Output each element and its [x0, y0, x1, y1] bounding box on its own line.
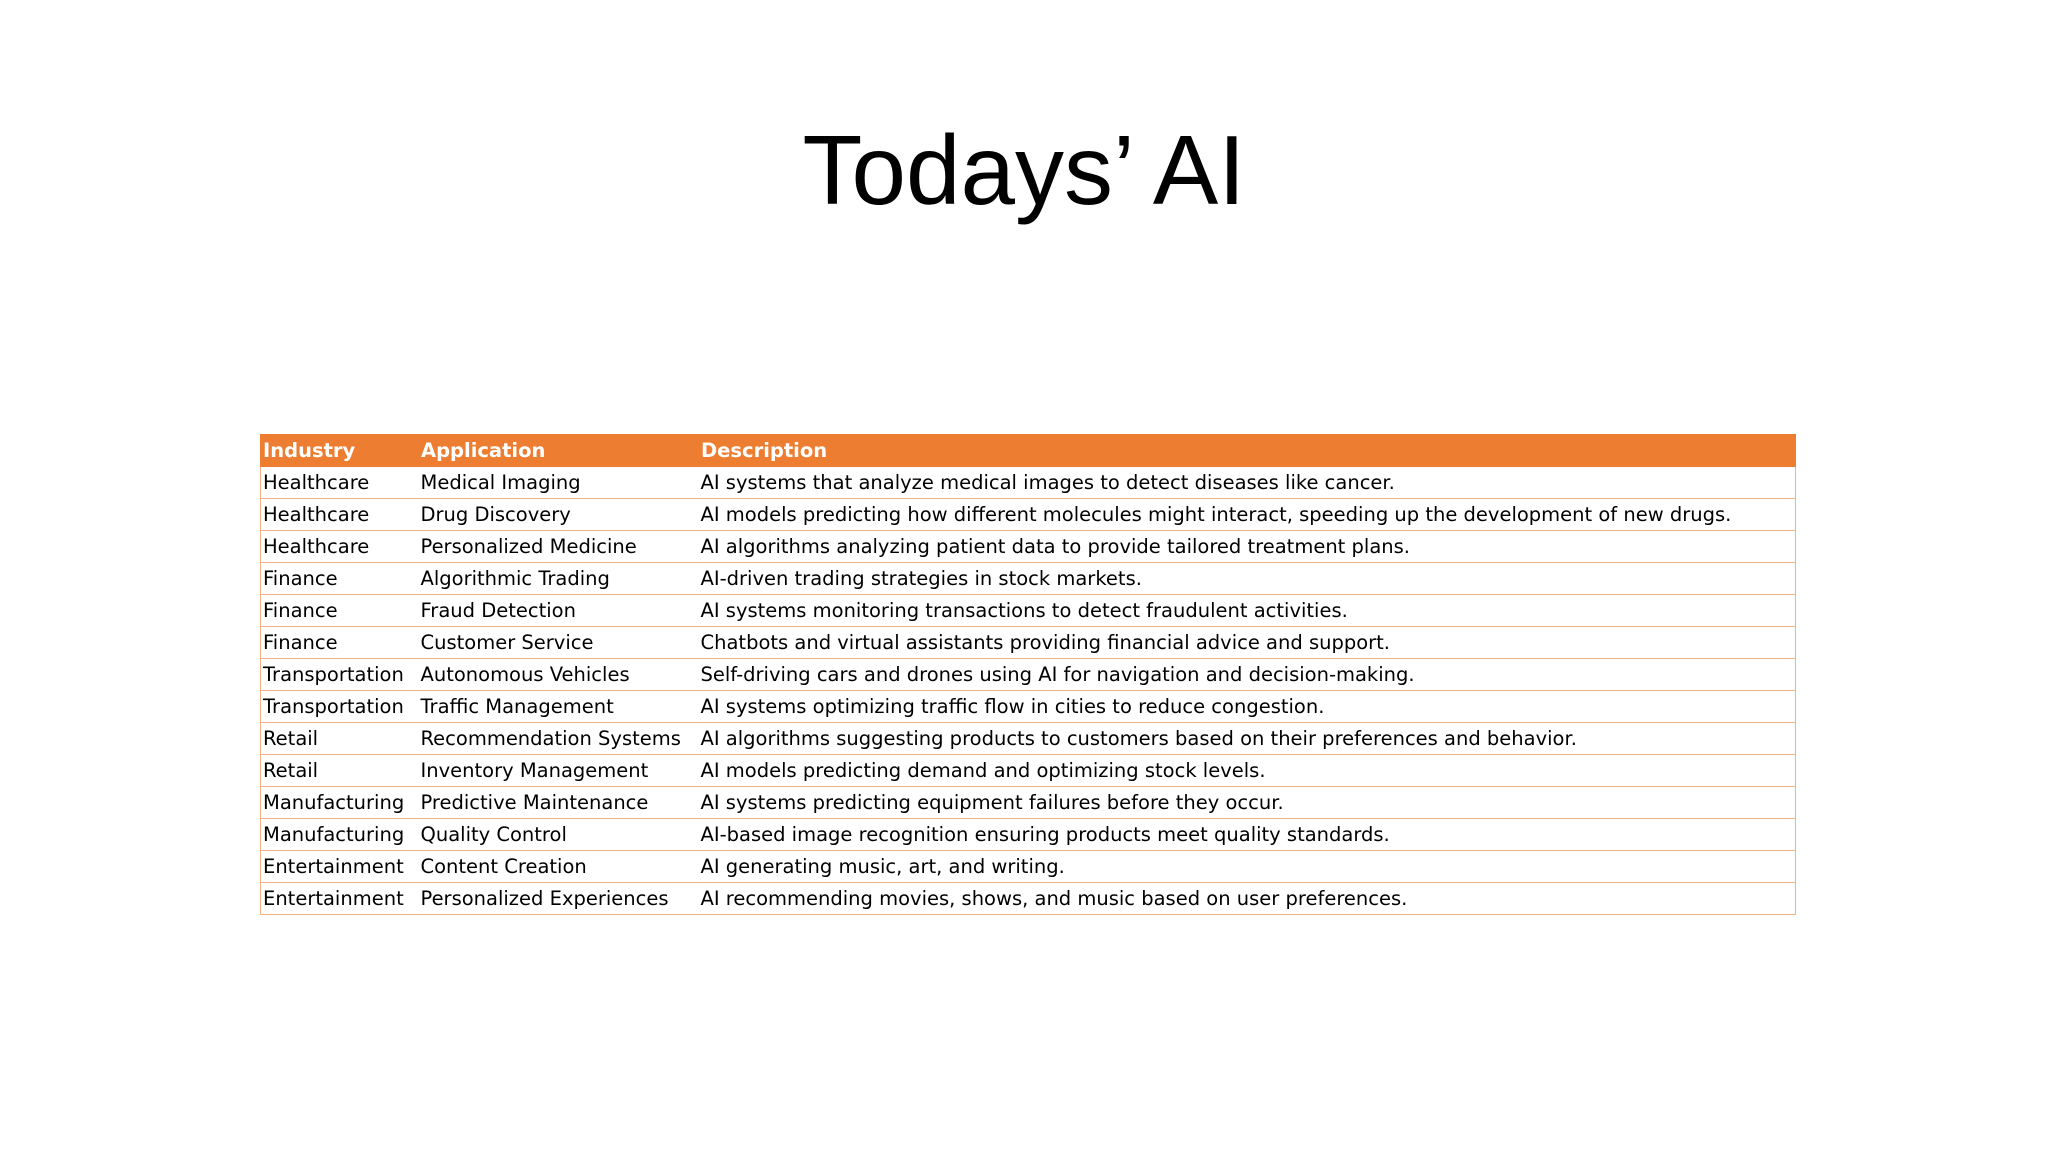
cell-industry: Transportation	[261, 659, 419, 691]
cell-description: AI models predicting how different molecules might interact, speeding up the development of new drugs.	[699, 499, 1796, 531]
cell-application: Fraud Detection	[419, 595, 699, 627]
cell-description: AI algorithms suggesting products to customers based on their preferences and behavior.	[699, 723, 1796, 755]
table-header-row	[261, 435, 1796, 467]
cell-description: AI generating music, art, and writing.	[699, 851, 1796, 883]
cell-application: Inventory Management	[419, 755, 699, 787]
cell-description: AI algorithms analyzing patient data to provide tailored treatment plans.	[699, 531, 1796, 563]
table-row	[261, 659, 1796, 691]
cell-industry: Manufacturing	[261, 787, 419, 819]
cell-industry: Finance	[261, 627, 419, 659]
header-application: Application	[419, 435, 699, 467]
table-row	[261, 595, 1796, 627]
cell-industry: Retail	[261, 755, 419, 787]
cell-industry: Finance	[261, 563, 419, 595]
cell-application: Recommendation Systems	[419, 723, 699, 755]
table-row	[261, 723, 1796, 755]
table-row	[261, 563, 1796, 595]
cell-application: Predictive Maintenance	[419, 787, 699, 819]
cell-application: Personalized Medicine	[419, 531, 699, 563]
cell-industry: Transportation	[261, 691, 419, 723]
cell-description: AI systems that analyze medical images to detect diseases like cancer.	[699, 467, 1796, 499]
cell-industry: Entertainment	[261, 851, 419, 883]
ai-applications-table	[260, 434, 1796, 915]
cell-description: AI systems monitoring transactions to detect fraudulent activities.	[699, 595, 1796, 627]
table-row	[261, 467, 1796, 499]
table-row	[261, 755, 1796, 787]
cell-description: AI-driven trading strategies in stock markets.	[699, 563, 1796, 595]
cell-application: Medical Imaging	[419, 467, 699, 499]
cell-industry: Manufacturing	[261, 819, 419, 851]
cell-description: AI models predicting demand and optimizing stock levels.	[699, 755, 1796, 787]
cell-description: Chatbots and virtual assistants providing financial advice and support.	[699, 627, 1796, 659]
slide-title: Todays’ AI	[802, 115, 1246, 225]
header-description: Description	[699, 435, 1796, 467]
cell-application: Personalized Experiences	[419, 883, 699, 915]
table-row	[261, 787, 1796, 819]
cell-application: Algorithmic Trading	[419, 563, 699, 595]
cell-description: AI systems predicting equipment failures before they occur.	[699, 787, 1796, 819]
cell-industry: Entertainment	[261, 883, 419, 915]
table-row	[261, 499, 1796, 531]
cell-application: Autonomous Vehicles	[419, 659, 699, 691]
table-row	[261, 627, 1796, 659]
cell-description: Self-driving cars and drones using AI for navigation and decision-making.	[699, 659, 1796, 691]
table-row	[261, 531, 1796, 563]
cell-industry: Healthcare	[261, 467, 419, 499]
table-row	[261, 691, 1796, 723]
cell-application: Customer Service	[419, 627, 699, 659]
cell-description: AI systems optimizing traffic flow in cities to reduce congestion.	[699, 691, 1796, 723]
cell-application: Traffic Management	[419, 691, 699, 723]
table-body	[261, 467, 1796, 915]
cell-description: AI-based image recognition ensuring products meet quality standards.	[699, 819, 1796, 851]
table-row	[261, 883, 1796, 915]
table-row	[261, 819, 1796, 851]
cell-industry: Retail	[261, 723, 419, 755]
cell-application: Drug Discovery	[419, 499, 699, 531]
table-row	[261, 851, 1796, 883]
cell-industry: Finance	[261, 595, 419, 627]
cell-application: Content Creation	[419, 851, 699, 883]
cell-description: AI recommending movies, shows, and music based on user preferences.	[699, 883, 1796, 915]
cell-industry: Healthcare	[261, 531, 419, 563]
header-industry: Industry	[261, 435, 419, 467]
cell-application: Quality Control	[419, 819, 699, 851]
cell-industry: Healthcare	[261, 499, 419, 531]
